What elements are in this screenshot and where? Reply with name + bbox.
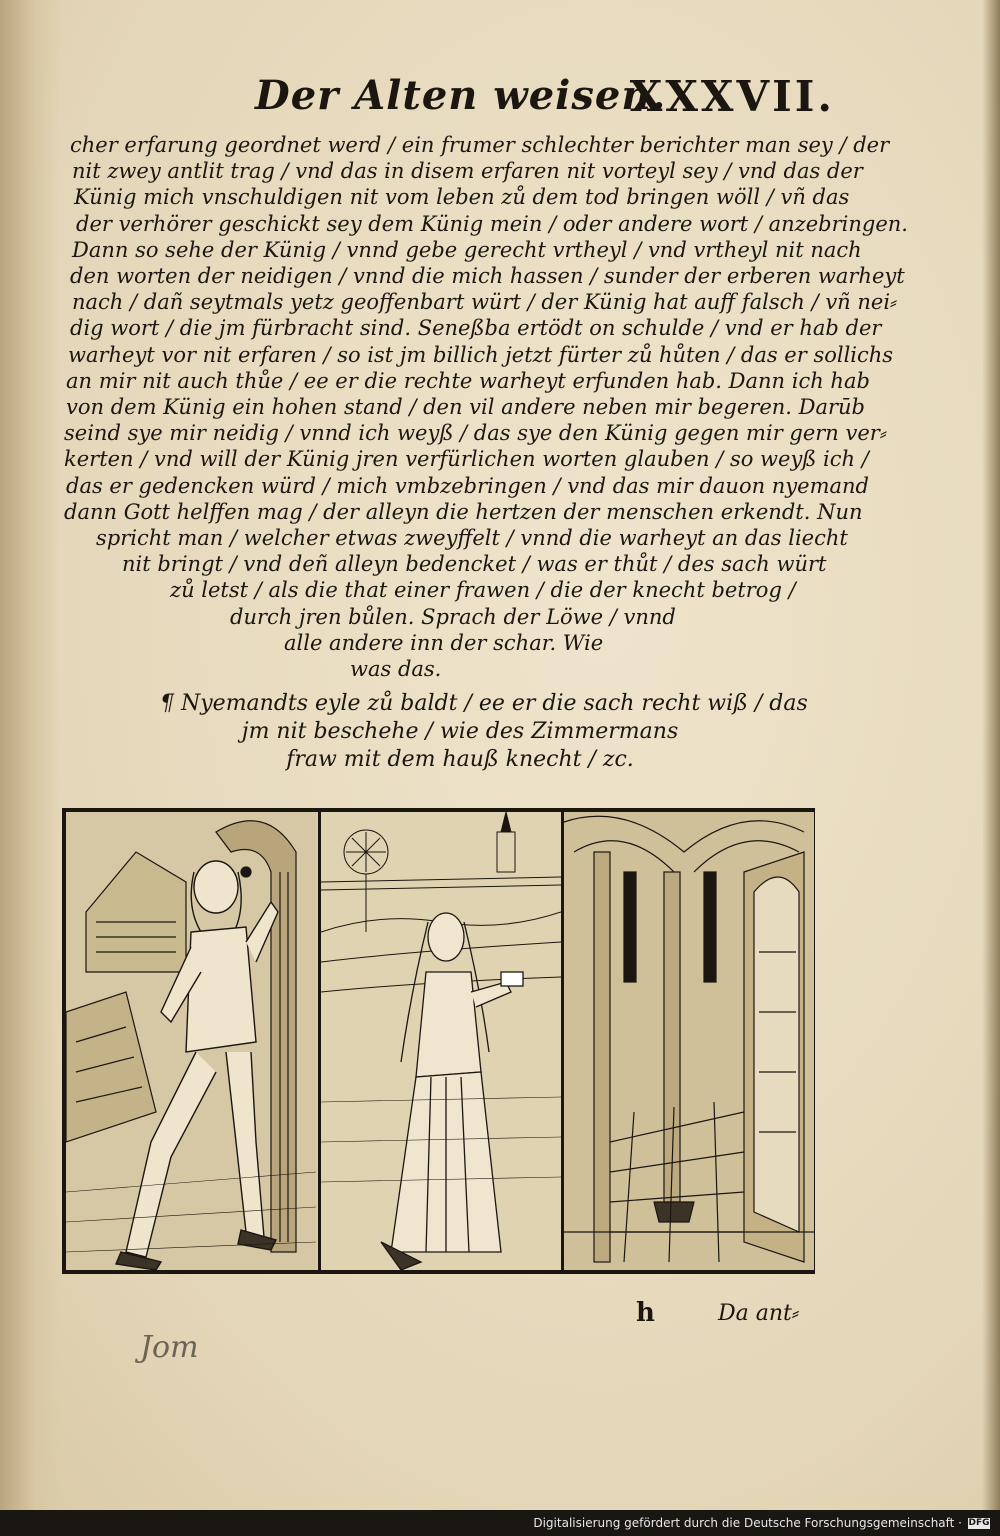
- text-line: von dem Künig ein hohen stand / den vil andere neben mir begeren. Darūb: [66, 395, 865, 420]
- text-line: nach / dañ seytmals yetz geoffenbart würt / der Künig hat auff falsch / vñ nei⸗: [72, 290, 898, 315]
- text-line: der verhörer geschickt sey dem Künig mein / oder andere wort / anzebringen.: [76, 211, 908, 236]
- text-line: seind sye mir neidig / vnnd ich weyß / das sye den Künig gegen mir gern ver⸗: [64, 421, 887, 446]
- text-line: an mir nit auch thůe / ee er die rechte warheyt erfunden hab. Dann ich hab: [66, 368, 870, 393]
- page-header: [255, 72, 835, 132]
- footer-credit: Digitalisierung gefördert durch die Deutsche Forschungsgemeinschaft ·: [533, 1516, 962, 1530]
- text-line: dig wort / die jm fürbracht sind. Seneßba ertödt on schulde / vnd er hab der: [70, 316, 882, 341]
- panel-woman-with-letter: [318, 812, 561, 1270]
- gothic-interior-drawing: [564, 812, 814, 1270]
- catchword: Da ant⸗: [718, 1301, 800, 1326]
- heading-line: jm nit beschehe / wie des Zimmermans: [241, 719, 679, 744]
- panel-man-at-door: [66, 812, 316, 1270]
- text-line: cher erfarung geordnet werd / ein frumer schlechter berichter man sey / der: [70, 133, 890, 157]
- text-line: das er gedencken würd / mich vmbzebringen / vnd das mir dauon nyemand: [66, 473, 870, 498]
- woman-with-letter-drawing: [321, 812, 561, 1270]
- body-text: [60, 132, 908, 682]
- folio-number: XXXVII.: [629, 72, 835, 121]
- text-line: nit zwey antlit trag / vnd das in disem erfaren nit vorteyl sey / vnd das der: [72, 159, 863, 184]
- text-line: alle andere inn der schar. Wie: [284, 630, 604, 655]
- text-line: spricht man / welcher etwas zweyffelt / vnnd die warheyt an das liecht: [96, 526, 848, 551]
- running-title: Der Alten weisen.: [255, 72, 667, 119]
- page-gutter-shadow: [0, 0, 60, 1510]
- page-edge-shadow: [982, 0, 1000, 1510]
- footer-bar: [0, 1510, 1000, 1536]
- heading-line: ¶ Nyemandts eyle zů baldt / ee er die sach recht wiß / das: [160, 691, 808, 716]
- text-line: kerten / vnd will der Künig jren verfürlichen worten glauben / so weyß ich /: [64, 447, 869, 472]
- text-line: Künig mich vnschuldigen nit vom leben zů dem tod bringen wöll / vñ das: [74, 185, 850, 210]
- signature-mark: h: [636, 1298, 655, 1328]
- man-at-door-drawing: [66, 812, 316, 1270]
- text-line: was das.: [350, 657, 442, 682]
- dfg-logo-icon: DFG: [968, 1518, 990, 1528]
- section-heading: [160, 690, 808, 774]
- text-line: den worten der neidigen / vnnd die mich hassen / sunder der erberen warheyt: [70, 264, 905, 289]
- text-line: warheyt vor nit erfaren / so ist jm billich jetzt fürter zů hůten / das er sollichs: [68, 342, 894, 367]
- panel-gothic-interior: [561, 812, 814, 1270]
- woodcut-illustration: [62, 808, 815, 1274]
- text-line: nit bringt / vnd deñ alleyn bedencket / was er thůt / des sach würt: [122, 552, 827, 577]
- heading-line: fraw mit dem hauß knecht / zc.: [286, 747, 634, 772]
- text-line: durch jren bůlen. Sprach der Löwe / vnnd: [230, 604, 676, 629]
- text-line: Dann so sehe der Künig / vnnd gebe gerecht vrtheyl / vnd vrtheyl nit nach: [72, 237, 862, 262]
- text-line: zů letst / als die that einer frawen / die der knecht betrog /: [170, 578, 796, 603]
- text-line: dann Gott helffen mag / der alleyn die hertzen der menschen erkendt. Nun: [64, 499, 863, 524]
- pencil-annotation: Jom: [140, 1330, 199, 1365]
